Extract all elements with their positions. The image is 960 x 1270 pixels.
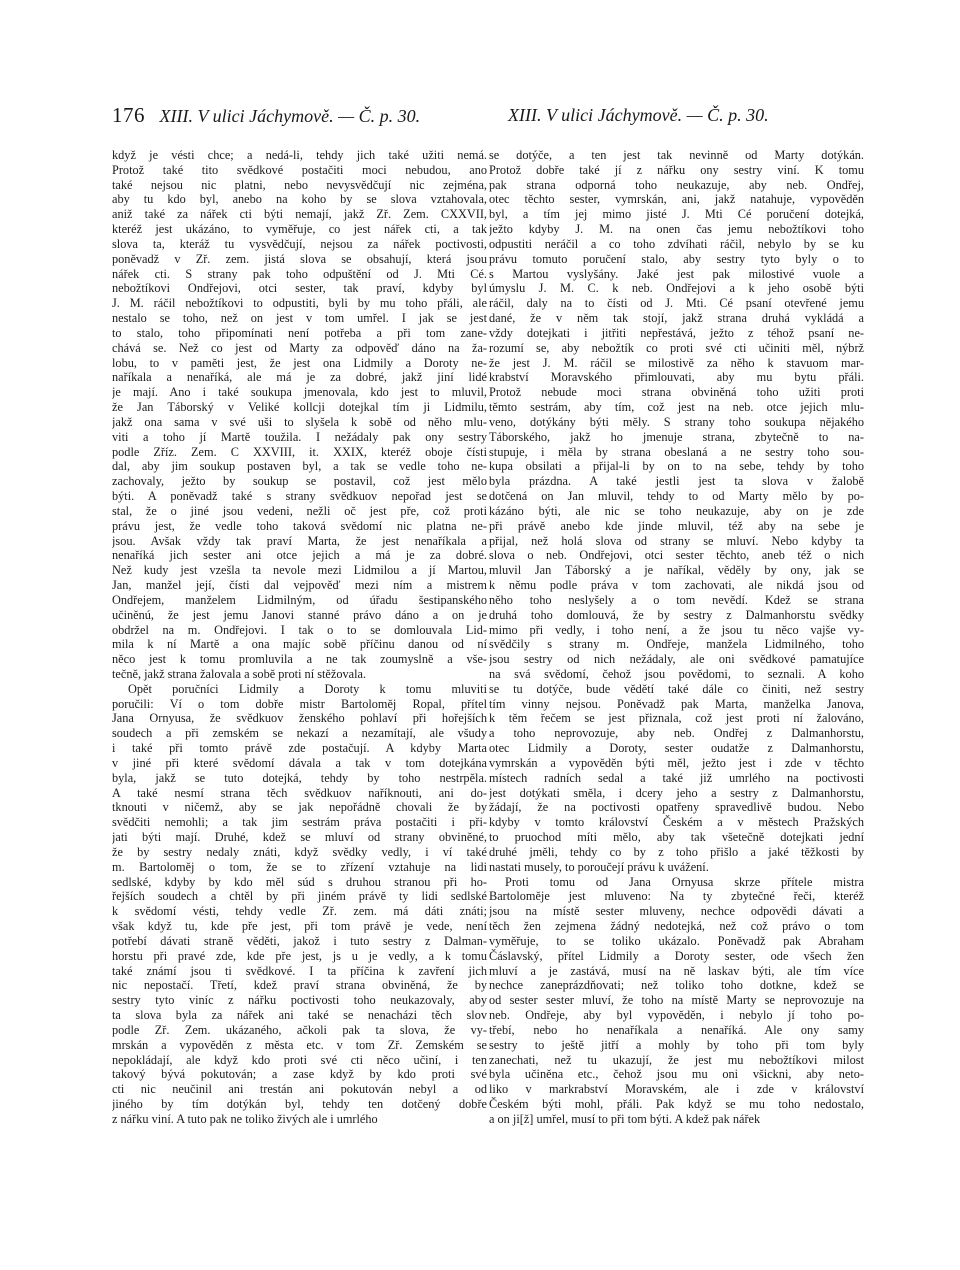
text-line: kteréž jest ukázáno, to vyměřuje, co jest nářek cti, a tak <box>112 222 487 237</box>
text-line: viti a toho jí Martě toužila. I nežádaly pak ony sestry <box>112 429 487 444</box>
text-line: Jan, manžel její, čísti dal vejpověď mezi ním a mistrem <box>112 578 487 593</box>
text-line: Protož dobře také jí z nářku ony sestry viní. K tomu <box>489 162 864 177</box>
text-line: Než kudy jest vzešla ta nevole mezi Lidmilou a jí Martou, <box>112 563 487 578</box>
text-line: nastati musely, to poroučejí právu k uvážení. <box>489 859 709 874</box>
text-line: nářek cti. S strany pak toho odpuštění od J. Mti Cé. <box>112 266 487 281</box>
text-line: dané, že v něm tak stojí, jakž strana druhá vykládá a <box>489 311 864 326</box>
text-line: Táborského, jakž ho jmenuje strana, zbytečně to na- <box>489 429 864 444</box>
text-line: obdržel na m. Ondřejovi. I tak o to se domlouvala Lid- <box>112 622 487 637</box>
text-line: slova ta, kteráž tu vysvědčují, nejsou za nářek poctivosti, <box>112 236 487 251</box>
text-line: pak strana odporná toho neukazuje, aby neb. Ondřej, <box>489 177 864 192</box>
text-line: těch žen zejmena žádný nedotejká, než což právo o tom <box>489 919 864 934</box>
text-line: mluvil Jan Táborský a je naříkal, věděly by ony, jak se <box>489 563 864 578</box>
text-line: k němu podle práva v tom zachovati, ale nikdá jsou od <box>489 578 864 593</box>
text-line: potřebí dávati straně věděti, jakož i tuto sestry z Dalman- <box>112 933 487 948</box>
text-line: byla učiněna etc., čehož jsou mu oni všickni, aby neto- <box>489 1067 864 1082</box>
text-line: nechce zaneprázdňovati; než toliko toho dotkne, kdež se <box>489 978 864 993</box>
running-title-left: XIII. V ulici Jáchymově. — Č. p. 30. <box>159 106 421 126</box>
text-line: z nářku viní. A tuto pak ne toliko živých ale i umrlého <box>112 1111 378 1126</box>
text-line: kdyby v tomto království Českém a v městech Pražských <box>489 815 864 830</box>
text-line: veno, dotýkány býti měly. S strany toho soukupa nějakého <box>489 414 864 429</box>
text-line: otec Lidmily a Doroty, sester oudatže z Dalmanhorstu, <box>489 741 864 756</box>
text-line: a on ji[ž] umřel, musí to při tom býti. A kdež pak nářek <box>489 1111 761 1126</box>
text-line: Českém býti mohl, přáli. Pak když se mu toho nedostalo, <box>489 1097 864 1111</box>
text-line: kázáno býti, ale nic se toho neukazuje, aby on je zde <box>489 503 864 518</box>
text-line: stal, že o jiné jsou vedeni, nežli oč jest pře, což proti <box>112 503 487 518</box>
running-head-left <box>112 101 420 129</box>
text-line: také známí jsou ti svědkové. I ta příčina k zavření jich <box>112 963 487 978</box>
text-line: stupuje, i měla by strana obeslaná a ne sestry toho sou- <box>489 444 864 459</box>
text-line: druhá toho domlouvá, že by sestry z Dalmanhorstu svědky <box>489 607 864 622</box>
text-column-right <box>489 148 864 1127</box>
text-line: to pruochod míti mělo, aby tak všetečně dotejkati jední <box>489 830 864 845</box>
text-line: krabství Moravského přimlouvati, aby mu bytu přáli. <box>489 370 864 385</box>
text-line: však když tu, kde pře jest, při tom právě je vede, není <box>112 919 487 934</box>
text-line: jakž ona sama v své uši to slyšela k sobě od něho mlu- <box>112 414 487 429</box>
text-line: takový bývá pokutován; a zase když by kdo proti své <box>112 1067 487 1082</box>
text-column-left <box>112 148 487 1127</box>
text-line: ráčil, daly na to čísti od J. Mti. Cé psaní otevřené jemu <box>489 296 864 311</box>
text-line: svědčiti nemohli; a tak jim sestrám práva postačiti i při- <box>112 815 487 830</box>
text-line: aby tu kdo byl, anebo na koho by se slova vztahovala, <box>112 192 487 207</box>
text-line: nepokládají, ale když kdo proti své cti něco učiní, i ten <box>112 1052 487 1067</box>
text-line: sedlské, kdyby by kdo měl súd s druhou stranou při ho- <box>112 874 487 889</box>
text-line: ježto kdyby J. M. na onen čas jemu nebožtíkovi toho <box>489 222 864 237</box>
text-line: mluví a je zastává, musí na ně laskav býti, ale tím více <box>489 963 864 978</box>
text-line: aniž také za nářek cti býti nemají, jakž Zř. Zem. CXXVII, <box>112 207 487 222</box>
text-line: horstu při pravé zde, kde pře jest, js u je vedly, a k tomu <box>112 948 487 963</box>
text-line: v jiné při které svědomí dávala a tak v tom dotejkána <box>112 755 487 770</box>
text-line: právu jest, že vedle toho taková svědomí nic platna ne- <box>112 518 487 533</box>
text-line: vždy dotejkati i jitřiti nepřestává, ježto z téhož psaní ne- <box>489 325 864 340</box>
text-line: Čáslavský, přítel Lidmily a Doroty sester, ode všech žen <box>489 948 864 963</box>
text-line: jest dotýkati směla, i dcery jeho a sestry z Dalmanhorstu, <box>489 785 864 800</box>
text-line: liko v markrabství Moravském, ale i zde v království <box>489 1082 864 1097</box>
text-line: odpustiti neráčil a co toho zdvíhati ráčil, nebylo by se ku <box>489 236 864 251</box>
text-line: Opět poručníci Lidmily a Doroty k tomu mluviti <box>128 681 487 696</box>
text-line: dal, aby jim soukup postaven byl, a tak se vedle toho ne- <box>112 459 487 474</box>
text-line: vyměřuje, to se toliko ukázalo. Poněvadž pak Abraham <box>489 933 864 948</box>
text-line: také nejsou nic platni, nebo nevysvědčují nic zejména, <box>112 177 487 192</box>
text-line: druhé jměli, tehdy co by z toho přišlo a jaké těžkosti by <box>489 844 864 859</box>
text-line: jsou. Avšak vždy tak praví Marta, že jest nenaříkala a <box>112 533 487 548</box>
text-line: m. Bartoloměj o tom, že se to zřízení vztahuje na lidi <box>112 859 487 874</box>
text-line: se dotýče, a ten jest tak nevinně od Marty dotýkán. <box>489 148 864 162</box>
text-line: tknouti v ničemž, aby se jak nepořádně chovali že by <box>112 800 487 815</box>
text-line: že Jan Táborský v Veliké kollcji dotejkal tím ji Lidmilu, <box>112 400 487 415</box>
text-line: Bartoloměje jest mluveno: Na ty zbytečné řeči, kteréž <box>489 889 864 904</box>
text-line: jiného by tím dotýkán byl, tehdy ten dotčený dobře <box>112 1097 487 1111</box>
text-line: cti nic neučinil ani trestán ani pokutován nebyl a od <box>112 1082 487 1097</box>
text-line: se tu dotýče, bude vědětí také dále co činiti, než sestry <box>489 681 864 696</box>
text-line: přijal, než holá slova od strany se mluví. Nebo kdyby ta <box>489 533 864 548</box>
text-line: i také při tomto právě zde postačují. A kdyby Marta <box>112 741 487 756</box>
text-line: s Martou vyslyšány. Jaké jest pak milostivé vuole a <box>489 266 864 281</box>
text-line: k těm řečem se jest přiznala, což jest proti ní žalováno, <box>489 711 864 726</box>
text-line: ta slova byla za nářek ani také se nenacházi těch slov <box>112 1008 487 1023</box>
text-line: sestry to ještě jitří a mohly by toho při tom byly <box>489 1037 864 1052</box>
text-line: a toho neprovozuje, aby neb. Ondřej z Dalmanhorstu, <box>489 726 864 741</box>
text-line: učiněnú, že jest jemu Janovi stanné právo dáno a on je <box>112 607 487 622</box>
text-line: něco jest k tomu promluvila a ne tak zoumyslně a vše- <box>112 652 487 667</box>
text-line: svědčily s strany m. Ondřeje, manžela Lidmilného, toho <box>489 637 864 652</box>
text-line: těmto sestrám, aby tím, což jest na neb. otce jejich mlu- <box>489 400 864 415</box>
text-line: mila k ní Martě a ona majíc sobě příčinu danou od ní <box>112 637 487 652</box>
text-line: k svědomí vésti, tehdy vedle Zř. zem. má dáti znáti; <box>112 904 487 919</box>
text-line: Jana Ornyusa, že svědkuov ženského pohlaví při hořejších <box>112 711 487 726</box>
text-line: že jest J. M. ráčil se milostivě za něho k stavuom mar- <box>489 355 864 370</box>
text-line: tím vinny nejsou. Poněvadž pak Marta, manželka Janova, <box>489 696 864 711</box>
text-line: mrskán a vypověděn z města etc. v tom Zř. Zemském se <box>112 1037 487 1052</box>
text-line: otec těchto sester, vymrskán, ani, jakž natahuje, vypověděn <box>489 192 864 207</box>
text-line: poněvadž v Zř. zem. jistá slova se obsahují, která jsou <box>112 251 487 266</box>
text-line: je mají. Ano i také soukupa jmenovala, kdo jest to mluvil, <box>112 385 487 400</box>
text-line: byla prázdna. A také jestli jest ta slova v žalobě <box>489 474 864 489</box>
text-line: žádají, že na poctivosti opatřeny spravedlivě budou. Nebo <box>489 800 864 815</box>
text-line: poručili: Ví o tom dobře mistr Bartoloměj Ropal, přítel <box>112 696 487 711</box>
text-line: když je vésti chce; a nedá-li, tehdy jich také užiti nemá. <box>112 148 487 162</box>
text-line: Ondřejem, manželem Lidmilným, od úřadu šestipanského <box>112 592 487 607</box>
text-line: nebožtíkovi Ondřejovi, otci sester, tak praví, kdyby byl <box>112 281 487 296</box>
text-line: podle Zříz. Zem. C XXVIII, it. XXIX, kteréž oboje čísti <box>112 444 487 459</box>
text-line: tečně, jakž strana žalovala a sobě proti ní stěžovala. <box>112 666 367 681</box>
text-line: slova o neb. Ondřejovi, otci sester těchto, aneb též o nich <box>489 548 864 563</box>
running-head-right <box>508 101 769 129</box>
text-line: Protož také tito svědkové postačiti moci nebudou, ano <box>112 162 487 177</box>
text-line: lobu, to v paměti jest, že jest ona Lidmily a Doroty ne- <box>112 355 487 370</box>
text-line: Protož nebude moci strana obviněná toho užiti proti <box>489 385 864 400</box>
text-line: vymrskán a vypověděn býti měl, ježto jest i zde v těchto <box>489 755 864 770</box>
running-title-right: XIII. V ulici Jáchymově. — Č. p. 30. <box>508 105 769 125</box>
text-line: místech radních sedal a také již umrlého na poctivosti <box>489 770 864 785</box>
text-line: od sester sester mluví, že toho na místě Marty se neprovozuje na <box>489 993 864 1008</box>
text-line: při právě anebo kde jinde mluvil, též aby na sebe je <box>489 518 864 533</box>
text-line: naříkala a nenaříká, ale má je za dobré, jakž jiní lidé <box>112 370 487 385</box>
text-line: zachovaly, ježto by soukup se postavil, což jest mělo <box>112 474 487 489</box>
text-line: to stalo, toho připomínati není potřeba a při tom zane- <box>112 325 487 340</box>
text-line: podle Zř. Zem. ukázaného, ačkoli pak ta slova, že vy- <box>112 1022 487 1037</box>
text-line: byla, jakž se tuto dotejká, tehdy by toho nestrpěla. <box>112 770 487 785</box>
text-line: úmyslu J. M. C. k neb. Ondřejovi a k jeho osobě býti <box>489 281 864 296</box>
text-line: J. M. ráčil nebožtíkovi to odpustiti, byli by mu toho přáli, ale <box>112 296 487 311</box>
text-line: soudech a při zemském se nekazí a nezamítají, ale všudy <box>112 726 487 741</box>
text-line: že by sestry nedaly znáti, když svědky vedly, i ví také <box>112 844 487 859</box>
text-line: na svá svědomí, čehož jsou povědomi, to seznali. A koho <box>489 666 864 681</box>
text-line: řejších soudech a chtěl by při jiném právě ty lidi sedlské <box>112 889 487 904</box>
text-line: kupa obsilati a přijal-li by on to na sebe, tehdy by toho <box>489 459 864 474</box>
text-line: rozumí se, aby nebožtík co proti své cti učiniti měl, nýbrž <box>489 340 864 355</box>
text-line: nestalo se toho, než on jest v tom umřel. I jak se jest <box>112 311 487 326</box>
text-line: sestry tyto viníc z nářku poctivosti toho neukazovaly, aby <box>112 993 487 1008</box>
text-line: jati býti mají. Druhé, kdež se mluví od strany obviněné, <box>112 830 487 845</box>
text-line: mimo při vedly, i toho není, a že jsou tu něco vajše vy- <box>489 622 864 637</box>
page-number: 176 <box>112 103 145 127</box>
text-line: nic nepostačí. Třetí, kdež praví strana obviněná, že by <box>112 978 487 993</box>
text-line: býti. A poněvadž také s strany svědkuov nepořad jest se <box>112 489 487 504</box>
text-line: něho toho neslyšely a o tom nevědí. Kdež se strana <box>489 592 864 607</box>
text-line: Proti tomu od Jana Ornyusa skrze přítele mistra <box>505 874 864 889</box>
text-line: třebí, nebo ho nenaříkala a nenaříká. Ale ony samy <box>489 1022 864 1037</box>
text-line: neb. Ondřeje, aby byl vypověděn, i nebylo jí toho po- <box>489 1008 864 1023</box>
text-line: dotčená on Jan mluvil, tehdy to od Marty mělo by po- <box>489 489 864 504</box>
text-line: jsou sestry od nich nežádaly, ale oni svědkové pamatujíce <box>489 652 864 667</box>
text-line: nenaříká jich sester ani otce jejich a má je za dobré. <box>112 548 487 563</box>
text-line: A také nesmí strana těch svědkuov naříknouti, ani do- <box>112 785 487 800</box>
text-line: jsou na místě sester mluveny, nechce odpovědi dávati a <box>489 904 864 919</box>
text-line: chává se. Než co jest od Marty za odpověď dáno na ža- <box>112 340 487 355</box>
text-line: právu tomuto poručení stalo, aby sestry tyto byly o to <box>489 251 864 266</box>
text-line: zanechati, než tu ukazují, že jest mu nebožtíkovi milost <box>489 1052 864 1067</box>
text-line: byl, a tím jej mimo jisté J. Mti Cé poručení dotejká, <box>489 207 864 222</box>
